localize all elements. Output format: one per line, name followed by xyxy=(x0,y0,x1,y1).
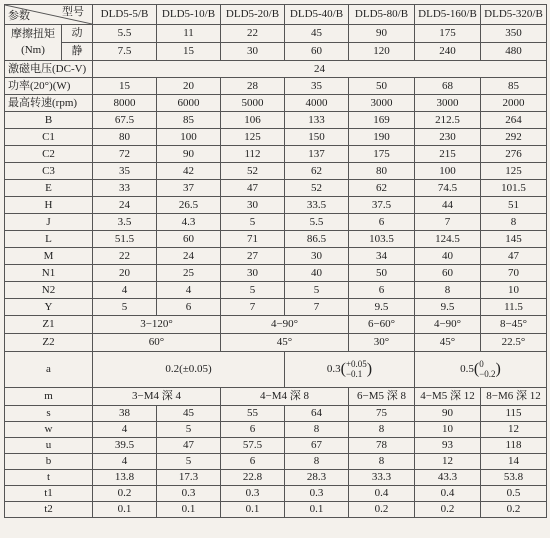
dimension-value: 24 xyxy=(93,197,157,214)
dimension-value: 22.8 xyxy=(221,470,285,486)
dimension-value: 25 xyxy=(157,265,221,282)
torque-dynamic-label: 动 xyxy=(62,25,93,43)
dimension-row xyxy=(5,265,547,282)
a-label: a xyxy=(5,352,93,388)
dimension-value: 112 xyxy=(221,146,285,163)
speed-value: 3000 xyxy=(415,95,481,112)
dimension-label: E xyxy=(5,180,93,197)
dimension-value: 5 xyxy=(221,282,285,299)
dimension-label: C2 xyxy=(5,146,93,163)
model-header: DLD5-5/B xyxy=(93,5,157,25)
spec-table xyxy=(4,4,547,518)
dimension-value: 0.1 xyxy=(285,502,349,518)
header-corner-cell xyxy=(5,5,93,25)
dimension-value: 75 xyxy=(349,406,415,422)
dimension-value: 62 xyxy=(285,163,349,180)
dimension-value: 78 xyxy=(349,438,415,454)
dimension-row xyxy=(5,282,547,299)
torque-dynamic-row xyxy=(5,25,547,43)
a-base: 0.3 xyxy=(326,363,341,376)
dimension-value: 44 xyxy=(415,197,481,214)
voltage-label: 激磁电压(DC-V) xyxy=(5,61,93,78)
speed-value: 4000 xyxy=(285,95,349,112)
dimension-value: 38 xyxy=(93,406,157,422)
dimension-value: 0.2 xyxy=(481,502,547,518)
z2-value: 22.5° xyxy=(481,334,547,352)
m-value: 8−M6 深 12 xyxy=(481,388,547,406)
dimension-row xyxy=(5,129,547,146)
dimension-value: 0.2 xyxy=(415,502,481,518)
dimension-row xyxy=(5,422,547,438)
dimension-value: 7 xyxy=(415,214,481,231)
dimension-value: 13.8 xyxy=(93,470,157,486)
dimension-value: 28.3 xyxy=(285,470,349,486)
dimension-row xyxy=(5,146,547,163)
dimension-value: 50 xyxy=(349,265,415,282)
dimension-value: 0.3 xyxy=(221,486,285,502)
power-value: 20 xyxy=(157,78,221,95)
model-header: DLD5-160/B xyxy=(415,5,481,25)
model-header: DLD5-40/B xyxy=(285,5,349,25)
dimension-label: N2 xyxy=(5,282,93,299)
torque-dynamic-value: 175 xyxy=(415,25,481,43)
model-header: DLD5-10/B xyxy=(157,5,221,25)
dimension-value: 215 xyxy=(415,146,481,163)
dimension-value: 9.5 xyxy=(349,299,415,316)
dimension-row xyxy=(5,248,547,265)
torque-dynamic-value: 350 xyxy=(481,25,547,43)
dimension-value: 37.5 xyxy=(349,197,415,214)
dimension-value: 12 xyxy=(481,422,547,438)
dimension-value: 30 xyxy=(285,248,349,265)
dimension-value: 190 xyxy=(349,129,415,146)
m-row xyxy=(5,388,547,406)
dimension-value: 35 xyxy=(93,163,157,180)
dimension-value: 74.5 xyxy=(415,180,481,197)
a-lower-tol: −0.1 xyxy=(345,368,363,379)
dimension-row xyxy=(5,438,547,454)
dimension-value: 40 xyxy=(415,248,481,265)
dimension-value: 70 xyxy=(481,265,547,282)
model-label: 型号 xyxy=(62,6,84,18)
torque-label-cell xyxy=(5,25,62,61)
dimension-value: 27 xyxy=(221,248,285,265)
dimension-value: 0.1 xyxy=(93,502,157,518)
z2-value: 45° xyxy=(221,334,349,352)
dimension-label: L xyxy=(5,231,93,248)
dimension-value: 5 xyxy=(221,214,285,231)
dimension-value: 276 xyxy=(481,146,547,163)
dimension-value: 30 xyxy=(221,197,285,214)
dimension-label: N1 xyxy=(5,265,93,282)
a-value: 0.2(±0.05) xyxy=(93,352,285,388)
model-header: DLD5-80/B xyxy=(349,5,415,25)
speed-value: 3000 xyxy=(349,95,415,112)
speed-value: 5000 xyxy=(221,95,285,112)
dimension-value: 4 xyxy=(93,282,157,299)
dimension-label: J xyxy=(5,214,93,231)
dimension-value: 34 xyxy=(349,248,415,265)
dimension-value: 115 xyxy=(481,406,547,422)
dimension-value: 6 xyxy=(349,214,415,231)
dimension-value: 64 xyxy=(285,406,349,422)
dimension-value: 133 xyxy=(285,112,349,129)
dimension-value: 20 xyxy=(93,265,157,282)
dimension-value: 60 xyxy=(157,231,221,248)
dimension-value: 169 xyxy=(349,112,415,129)
power-label: 功率(20°)(W) xyxy=(5,78,93,95)
dimension-value: 40 xyxy=(285,265,349,282)
torque-dynamic-value: 5.5 xyxy=(93,25,157,43)
dimension-value: 4 xyxy=(157,282,221,299)
torque-static-value: 30 xyxy=(221,43,285,61)
dimension-value: 90 xyxy=(157,146,221,163)
dimension-value: 47 xyxy=(481,248,547,265)
dimension-value: 37 xyxy=(157,180,221,197)
dimension-value: 0.1 xyxy=(157,502,221,518)
dimension-value: 17.3 xyxy=(157,470,221,486)
dimension-value: 0.3 xyxy=(157,486,221,502)
dimension-row xyxy=(5,112,547,129)
dimension-value: 52 xyxy=(285,180,349,197)
dimension-value: 42 xyxy=(157,163,221,180)
dimension-row xyxy=(5,454,547,470)
dimension-label: C1 xyxy=(5,129,93,146)
dimension-value: 103.5 xyxy=(349,231,415,248)
torque-dynamic-value: 22 xyxy=(221,25,285,43)
dimension-value: 7 xyxy=(285,299,349,316)
dimension-value: 80 xyxy=(93,129,157,146)
dimension-label: M xyxy=(5,248,93,265)
z1-value: 4−90° xyxy=(221,316,349,334)
dimension-value: 0.4 xyxy=(349,486,415,502)
dimension-label: B xyxy=(5,112,93,129)
speed-value: 8000 xyxy=(93,95,157,112)
dimension-value: 71 xyxy=(221,231,285,248)
power-row xyxy=(5,78,547,95)
torque-static-value: 120 xyxy=(349,43,415,61)
dimension-value: 86.5 xyxy=(285,231,349,248)
dimension-value: 33 xyxy=(93,180,157,197)
dimension-label: Y xyxy=(5,299,93,316)
dimension-row xyxy=(5,470,547,486)
m-value: 3−M4 深 4 xyxy=(93,388,221,406)
z2-value: 30° xyxy=(349,334,415,352)
dimension-value: 62 xyxy=(349,180,415,197)
m-value: 6−M5 深 8 xyxy=(349,388,415,406)
dimension-value: 8 xyxy=(349,454,415,470)
a-lower-tol: −0.2 xyxy=(479,368,496,379)
dimension-value: 0.2 xyxy=(349,502,415,518)
z1-value: 6−60° xyxy=(349,316,415,334)
dimension-row xyxy=(5,197,547,214)
dimension-value: 24 xyxy=(157,248,221,265)
dimension-value: 26.5 xyxy=(157,197,221,214)
power-value: 68 xyxy=(415,78,481,95)
dimension-row xyxy=(5,406,547,422)
m-value: 4−M4 深 8 xyxy=(221,388,349,406)
dimension-value: 6 xyxy=(157,299,221,316)
z1-value: 8−45° xyxy=(481,316,547,334)
param-label: 参数 xyxy=(8,10,30,22)
dimension-value: 4 xyxy=(93,454,157,470)
power-value: 28 xyxy=(221,78,285,95)
dimension-value: 33.3 xyxy=(349,470,415,486)
dimension-value: 5 xyxy=(93,299,157,316)
dimension-value: 93 xyxy=(415,438,481,454)
torque-dynamic-value: 11 xyxy=(157,25,221,43)
dimension-value: 43.3 xyxy=(415,470,481,486)
dimension-value: 60 xyxy=(415,265,481,282)
dimension-value: 11.5 xyxy=(481,299,547,316)
z1-row xyxy=(5,316,547,334)
a-value-tolerance: 0.5(0 −0.2) xyxy=(415,352,547,388)
dimension-value: 9.5 xyxy=(415,299,481,316)
torque-label: 摩擦扭矩 xyxy=(11,28,55,41)
voltage-value: 24 xyxy=(93,61,547,78)
torque-static-value: 15 xyxy=(157,43,221,61)
speed-row xyxy=(5,95,547,112)
dimension-value: 8 xyxy=(415,282,481,299)
dimension-value: 5 xyxy=(285,282,349,299)
dimension-value: 57.5 xyxy=(221,438,285,454)
dimension-value: 175 xyxy=(349,146,415,163)
dimension-value: 10 xyxy=(481,282,547,299)
dimension-value: 52 xyxy=(221,163,285,180)
power-value: 85 xyxy=(481,78,547,95)
dimension-value: 150 xyxy=(285,129,349,146)
dimension-label: t1 xyxy=(5,486,93,502)
dimension-value: 55 xyxy=(221,406,285,422)
m-value: 4−M5 深 12 xyxy=(415,388,481,406)
dimension-value: 80 xyxy=(349,163,415,180)
dimension-value: 0.2 xyxy=(93,486,157,502)
dimension-value: 6 xyxy=(221,454,285,470)
dimension-row xyxy=(5,502,547,518)
dimension-value: 100 xyxy=(415,163,481,180)
dimension-value: 47 xyxy=(157,438,221,454)
dimension-label: t2 xyxy=(5,502,93,518)
z2-value: 45° xyxy=(415,334,481,352)
dimension-row xyxy=(5,231,547,248)
dimension-row xyxy=(5,214,547,231)
dimension-label: C3 xyxy=(5,163,93,180)
dimension-value: 72 xyxy=(93,146,157,163)
dimension-value: 101.5 xyxy=(481,180,547,197)
header-row xyxy=(5,5,547,25)
dimensions-body xyxy=(5,112,547,316)
power-value: 35 xyxy=(285,78,349,95)
dimension-value: 5.5 xyxy=(285,214,349,231)
dimension-value: 51.5 xyxy=(93,231,157,248)
dimension-row xyxy=(5,180,547,197)
dimension-value: 264 xyxy=(481,112,547,129)
torque-static-row xyxy=(5,43,547,61)
torque-static-value: 60 xyxy=(285,43,349,61)
dimension-value: 145 xyxy=(481,231,547,248)
dimension-value: 106 xyxy=(221,112,285,129)
dimension-label: H xyxy=(5,197,93,214)
dimension-value: 8 xyxy=(349,422,415,438)
dimension-value: 3.5 xyxy=(93,214,157,231)
dimension-value: 85 xyxy=(157,112,221,129)
dimension-value: 5 xyxy=(157,454,221,470)
dimension-value: 0.5 xyxy=(481,486,547,502)
dimension-value: 137 xyxy=(285,146,349,163)
dimension-row xyxy=(5,299,547,316)
z1-label: Z1 xyxy=(5,316,93,334)
dimension-value: 125 xyxy=(221,129,285,146)
dimension-value: 125 xyxy=(481,163,547,180)
dimension-value: 67 xyxy=(285,438,349,454)
dimension-value: 230 xyxy=(415,129,481,146)
torque-dynamic-value: 90 xyxy=(349,25,415,43)
power-value: 15 xyxy=(93,78,157,95)
dimension-value: 6 xyxy=(221,422,285,438)
dimension-value: 8 xyxy=(285,422,349,438)
voltage-row xyxy=(5,61,547,78)
model-header: DLD5-20/B xyxy=(221,5,285,25)
torque-static-label: 静 xyxy=(62,43,93,61)
speed-value: 6000 xyxy=(157,95,221,112)
dimension-value: 0.1 xyxy=(221,502,285,518)
dimension-value: 39.5 xyxy=(93,438,157,454)
mounting-body xyxy=(5,316,547,406)
z1-value: 4−90° xyxy=(415,316,481,334)
dimension-value: 8 xyxy=(285,454,349,470)
dimension-label: s xyxy=(5,406,93,422)
z2-row xyxy=(5,334,547,352)
z1-value: 3−120° xyxy=(93,316,221,334)
dimension-value: 100 xyxy=(157,129,221,146)
dimension-value: 6 xyxy=(349,282,415,299)
dimension-value: 4 xyxy=(93,422,157,438)
dimension-value: 30 xyxy=(221,265,285,282)
a-upper-tol: +0.05 xyxy=(345,359,367,370)
dimension-value: 5 xyxy=(157,422,221,438)
a-value-tolerance: 0.3(+0.05 −0.1 ) xyxy=(285,352,415,388)
torque-static-value: 480 xyxy=(481,43,547,61)
dimension-label: b xyxy=(5,454,93,470)
dimension-value: 0.3 xyxy=(285,486,349,502)
dimension-value: 12 xyxy=(415,454,481,470)
torque-static-value: 240 xyxy=(415,43,481,61)
speed-label: 最高转速(rpm) xyxy=(5,95,93,112)
dimension-value: 33.5 xyxy=(285,197,349,214)
dimension-label: t xyxy=(5,470,93,486)
torque-unit: (Nm) xyxy=(21,43,45,56)
a-upper-tol: 0 xyxy=(479,359,484,370)
dimensions-body-2 xyxy=(5,406,547,518)
a-row xyxy=(5,352,547,388)
dimension-value: 0.4 xyxy=(415,486,481,502)
dimension-value: 4.3 xyxy=(157,214,221,231)
dimension-value: 8 xyxy=(481,214,547,231)
dimension-value: 14 xyxy=(481,454,547,470)
dimension-value: 7 xyxy=(221,299,285,316)
torque-static-value: 7.5 xyxy=(93,43,157,61)
dimension-value: 124.5 xyxy=(415,231,481,248)
dimension-value: 118 xyxy=(481,438,547,454)
m-label: m xyxy=(5,388,93,406)
power-value: 50 xyxy=(349,78,415,95)
dimension-label: w xyxy=(5,422,93,438)
model-header: DLD5-320/B xyxy=(481,5,547,25)
dimension-row xyxy=(5,163,547,180)
dimension-value: 53.8 xyxy=(481,470,547,486)
z2-label: Z2 xyxy=(5,334,93,352)
speed-value: 2000 xyxy=(481,95,547,112)
a-base: 0.5 xyxy=(460,363,474,376)
torque-dynamic-value: 45 xyxy=(285,25,349,43)
dimension-value: 51 xyxy=(481,197,547,214)
dimension-value: 67.5 xyxy=(93,112,157,129)
dimension-value: 10 xyxy=(415,422,481,438)
dimension-row xyxy=(5,486,547,502)
dimension-value: 90 xyxy=(415,406,481,422)
z2-value: 60° xyxy=(93,334,221,352)
dimension-value: 22 xyxy=(93,248,157,265)
dimension-value: 45 xyxy=(157,406,221,422)
dimension-label: u xyxy=(5,438,93,454)
dimension-value: 292 xyxy=(481,129,547,146)
dimension-value: 47 xyxy=(221,180,285,197)
dimension-value: 212.5 xyxy=(415,112,481,129)
